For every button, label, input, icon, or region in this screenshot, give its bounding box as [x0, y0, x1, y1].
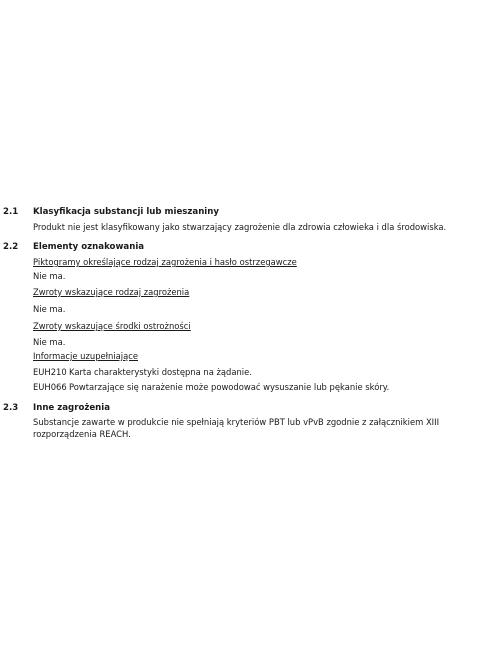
- section-title: Inne zagrożenia: [33, 403, 111, 413]
- pictograms-heading: Piktogramy określające rodzaj zagrożenia i hasło ostrzegawcze: [33, 257, 297, 267]
- supplementary-text: Karta charakterystyki dostępna na żądanie.: [69, 367, 252, 377]
- supplementary-code: EUH210: [33, 367, 67, 377]
- supplementary-code: EUH066: [33, 382, 67, 392]
- precautionary-heading: Zwroty wskazujące środki ostrożności: [33, 321, 191, 331]
- hazard-statements-heading: Zwroty wskazujące rodzaj zagrożenia: [33, 287, 190, 297]
- precautionary-value: Nie ma.: [33, 337, 66, 347]
- section-number: 2.1: [3, 207, 19, 217]
- supplementary-item: [33, 382, 389, 392]
- section-number: 2.2: [3, 242, 19, 252]
- hazard-statements-value: Nie ma.: [33, 304, 66, 314]
- supplementary-item: [33, 367, 252, 377]
- supplementary-text: Powtarzające się narażenie może powodować wysuszanie lub pękanie skóry.: [69, 382, 390, 392]
- supplementary-heading: Informacje uzupełniające: [33, 351, 139, 361]
- section-text: Produkt nie jest klasyfikowany jako stwarzający zagrożenie dla zdrowia człowieka i dla środowiska.: [33, 222, 447, 232]
- section-title: Elementy oznakowania: [33, 242, 145, 252]
- section-text: Substancje zawarte w produkcie nie spełniają kryteriów PBT lub vPvB zgodnie z załącznikiem XIII rozporządzenia REACH.: [33, 417, 440, 439]
- section-title: Klasyfikacja substancji lub mieszaniny: [33, 207, 219, 217]
- pictograms-value: Nie ma.: [33, 271, 66, 281]
- section-number: 2.3: [3, 403, 19, 413]
